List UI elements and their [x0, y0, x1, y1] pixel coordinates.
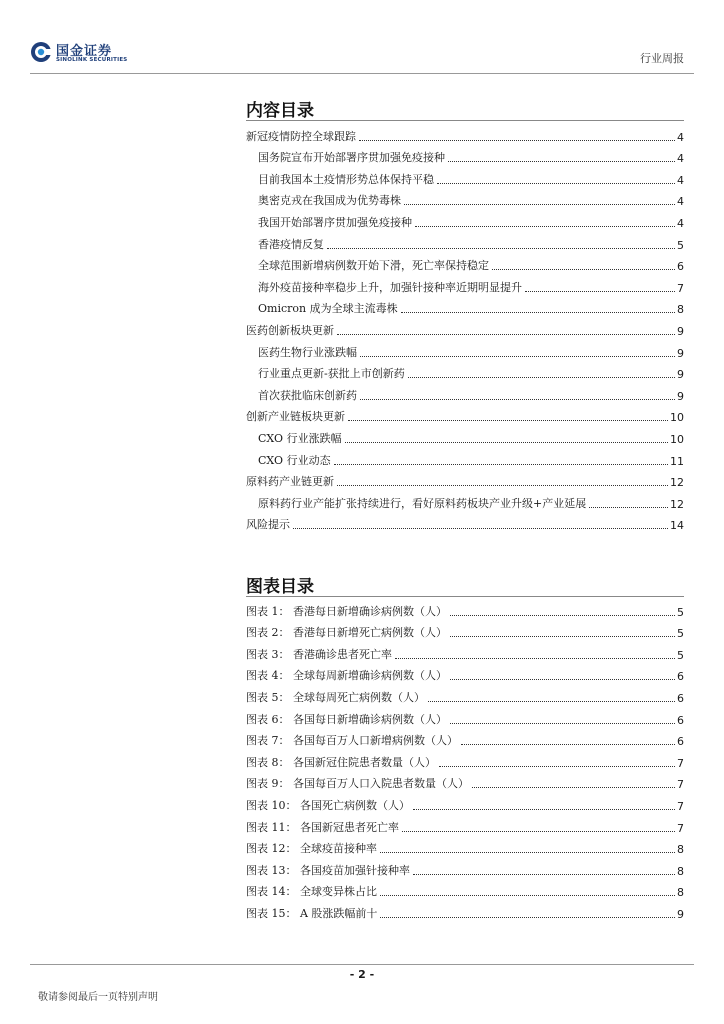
- entry-title: Omicron 成为全球主流毒株: [258, 302, 398, 316]
- chart-list-entry[interactable]: [246, 856, 684, 878]
- entry-page-number: 10: [670, 432, 684, 446]
- chart-list-entry[interactable]: [246, 835, 684, 857]
- toc-entry[interactable]: [246, 381, 684, 403]
- dot-leader: [413, 874, 675, 875]
- dot-leader: [589, 507, 668, 508]
- dot-leader: [293, 528, 668, 529]
- entry-title: 图表 10： 各国死亡病例数（人）: [246, 798, 410, 812]
- entry-page-number: 7: [677, 821, 684, 835]
- entry-title: 原料药产业链更新: [246, 475, 334, 489]
- entry-title: 目前我国本土疫情形势总体保持平稳: [258, 172, 434, 186]
- dot-leader: [439, 766, 675, 767]
- entry-title: 首次获批临床创新药: [258, 388, 357, 402]
- dot-leader: [415, 226, 675, 227]
- dot-leader: [472, 787, 675, 788]
- dot-leader: [450, 679, 675, 680]
- entry-page-number: 4: [677, 216, 684, 230]
- page-header: [0, 0, 724, 80]
- entry-title: 创新产业链板块更新: [246, 410, 345, 424]
- disclaimer-text: 敬请参阅最后一页特别声明: [38, 992, 158, 1003]
- entry-page-number: 9: [677, 389, 684, 403]
- dot-leader: [337, 334, 675, 335]
- entry-title: 图表 15： A 股涨跌幅前十: [246, 906, 378, 920]
- entry-page-number: 8: [677, 886, 684, 900]
- entry-page-number: 4: [677, 173, 684, 187]
- entry-page-number: 4: [677, 195, 684, 209]
- entry-title: 图表 1： 香港每日新增确诊病例数（人）: [246, 604, 447, 618]
- toc-entry[interactable]: [246, 489, 684, 511]
- entry-title: 全球范围新增病例数开始下滑，死亡率保持稳定: [258, 259, 489, 273]
- toc-entry[interactable]: [246, 295, 684, 317]
- entry-page-number: 8: [677, 843, 684, 857]
- entry-page-number: 12: [670, 476, 684, 490]
- toc-entry[interactable]: [246, 273, 684, 295]
- entry-title: 图表 11： 各国新冠患者死亡率: [246, 820, 399, 834]
- entry-title: 图表 5： 全球每周死亡病例数（人）: [246, 690, 425, 704]
- entry-page-number: 6: [677, 691, 684, 705]
- toc-entry[interactable]: [246, 252, 684, 274]
- entry-page-number: 5: [677, 605, 684, 619]
- entry-title: 香港疫情反复: [258, 237, 324, 251]
- chart-list-entry[interactable]: [246, 640, 684, 662]
- toc-entry[interactable]: [246, 338, 684, 360]
- header-divider: [30, 73, 694, 74]
- dot-leader: [360, 399, 675, 400]
- entry-title: 原料药行业产能扩张持续进行，看好原料药板块产业升级+产业延展: [258, 496, 587, 510]
- chart-list-entry[interactable]: [246, 662, 684, 684]
- dot-leader: [380, 917, 675, 918]
- toc-entry[interactable]: [246, 424, 684, 446]
- charts-list-title: 图表目录: [246, 577, 314, 597]
- dot-leader: [450, 615, 675, 616]
- entry-title: 国务院宣布开始部署序贯加强免疫接种: [258, 151, 445, 165]
- entry-page-number: 9: [677, 368, 684, 382]
- entry-title: 图表 3： 香港确诊患者死亡率: [246, 647, 392, 661]
- toc-entry[interactable]: [246, 144, 684, 166]
- entry-title: 图表 2： 香港每日新增死亡病例数（人）: [246, 626, 447, 640]
- chart-list-entry[interactable]: [246, 705, 684, 727]
- entry-title: 风险提示: [246, 518, 290, 532]
- chart-list-entry[interactable]: [246, 878, 684, 900]
- dot-leader: [380, 852, 675, 853]
- entry-title: 图表 13： 各国疫苗加强针接种率: [246, 863, 410, 877]
- dot-leader: [402, 831, 675, 832]
- chart-list-entry[interactable]: [246, 813, 684, 835]
- dot-leader: [450, 723, 675, 724]
- entry-title: 新冠疫情防控全球跟踪: [246, 129, 356, 143]
- entry-page-number: 11: [670, 454, 684, 468]
- sinolink-logo-icon: [30, 41, 52, 63]
- entry-title: CXO 行业动态: [258, 453, 331, 467]
- dot-leader: [401, 312, 675, 313]
- dot-leader: [408, 377, 675, 378]
- entry-page-number: 7: [677, 756, 684, 770]
- entry-title: 图表 7： 各国每百万人口新增病例数（人）: [246, 734, 458, 748]
- entry-page-number: 4: [677, 152, 684, 166]
- dot-leader: [450, 636, 675, 637]
- page-number: - 2 -: [349, 968, 375, 981]
- dot-leader: [492, 269, 675, 270]
- entry-page-number: 9: [677, 346, 684, 360]
- chart-list-entry[interactable]: [246, 791, 684, 813]
- entry-page-number: 5: [677, 627, 684, 641]
- dot-leader: [525, 291, 675, 292]
- entry-page-number: 14: [670, 519, 684, 533]
- toc-entry[interactable]: [246, 403, 684, 425]
- entry-page-number: 12: [670, 497, 684, 511]
- entry-title: 图表 12： 全球疫苗接种率: [246, 842, 377, 856]
- entry-page-number: 9: [677, 907, 684, 921]
- toc-entry[interactable]: [246, 208, 684, 230]
- table-of-contents: [246, 122, 684, 532]
- entry-page-number: 8: [677, 303, 684, 317]
- dot-leader: [337, 485, 668, 486]
- entry-page-number: 9: [677, 324, 684, 338]
- chart-list-entry[interactable]: [246, 597, 684, 619]
- list-of-charts: [246, 597, 684, 921]
- toc-entry[interactable]: [246, 165, 684, 187]
- entry-page-number: 6: [677, 735, 684, 749]
- footer-divider: [30, 964, 694, 965]
- dot-leader: [404, 204, 675, 205]
- dot-leader: [461, 744, 675, 745]
- entry-title: 图表 8： 各国新冠住院患者数量（人）: [246, 755, 436, 769]
- dot-leader: [334, 464, 668, 465]
- toc-entry[interactable]: [246, 468, 684, 490]
- chart-list-entry[interactable]: [246, 683, 684, 705]
- entry-title: 奥密克戎在我国成为优势毒株: [258, 194, 401, 208]
- dot-leader: [437, 183, 675, 184]
- contents-title: 内容目录: [246, 101, 314, 121]
- chart-list-entry[interactable]: [246, 770, 684, 792]
- dot-leader: [327, 248, 675, 249]
- entry-title: 海外疫苗接种率稳步上升，加强针接种率近期明显提升: [258, 280, 522, 294]
- dot-leader: [348, 420, 668, 421]
- entry-title: 医药创新板块更新: [246, 323, 334, 337]
- chart-list-entry[interactable]: [246, 619, 684, 641]
- entry-page-number: 6: [677, 260, 684, 274]
- toc-entry[interactable]: [246, 187, 684, 209]
- dot-leader: [428, 701, 675, 702]
- toc-entry[interactable]: [246, 360, 684, 382]
- entry-page-number: 6: [677, 713, 684, 727]
- toc-entry[interactable]: [246, 316, 684, 338]
- toc-entry[interactable]: [246, 230, 684, 252]
- dot-leader: [345, 442, 668, 443]
- dot-leader: [413, 809, 675, 810]
- entry-page-number: 8: [677, 864, 684, 878]
- entry-title: 我国开始部署序贯加强免疫接种: [258, 215, 412, 229]
- entry-page-number: 7: [677, 281, 684, 295]
- toc-entry[interactable]: [246, 446, 684, 468]
- entry-title: 图表 6： 各国每日新增确诊病例数（人）: [246, 712, 447, 726]
- entry-title: 图表 4： 全球每周新增确诊病例数（人）: [246, 669, 447, 683]
- entry-page-number: 5: [677, 238, 684, 252]
- dot-leader: [359, 140, 675, 141]
- dot-leader: [448, 161, 675, 162]
- entry-title: 行业重点更新-获批上市创新药: [258, 367, 405, 381]
- entry-page-number: 10: [670, 411, 684, 425]
- entry-title: CXO 行业涨跌幅: [258, 431, 342, 445]
- entry-page-number: 7: [677, 799, 684, 813]
- toc-entry[interactable]: [246, 511, 684, 533]
- logo-english-text: SINOLINK SECURITIES: [56, 57, 128, 63]
- report-type-label: 行业周报: [640, 52, 684, 65]
- dot-leader: [380, 895, 675, 896]
- entry-page-number: 4: [677, 130, 684, 144]
- contents-title-divider: [246, 120, 684, 121]
- entry-title: 图表 14： 全球变异株占比: [246, 885, 377, 899]
- chart-list-entry[interactable]: [246, 899, 684, 921]
- entry-page-number: 6: [677, 670, 684, 684]
- chart-list-entry[interactable]: [246, 748, 684, 770]
- entry-page-number: 7: [677, 778, 684, 792]
- dot-leader: [395, 658, 675, 659]
- entry-page-number: 5: [677, 648, 684, 662]
- logo-chinese-text: 国金证券: [56, 44, 113, 59]
- company-logo: [30, 40, 140, 70]
- entry-title: 图表 9： 各国每百万人口入院患者数量（人）: [246, 777, 469, 791]
- toc-entry[interactable]: [246, 122, 684, 144]
- chart-list-entry[interactable]: [246, 727, 684, 749]
- dot-leader: [360, 356, 675, 357]
- entry-title: 医药生物行业涨跌幅: [258, 345, 357, 359]
